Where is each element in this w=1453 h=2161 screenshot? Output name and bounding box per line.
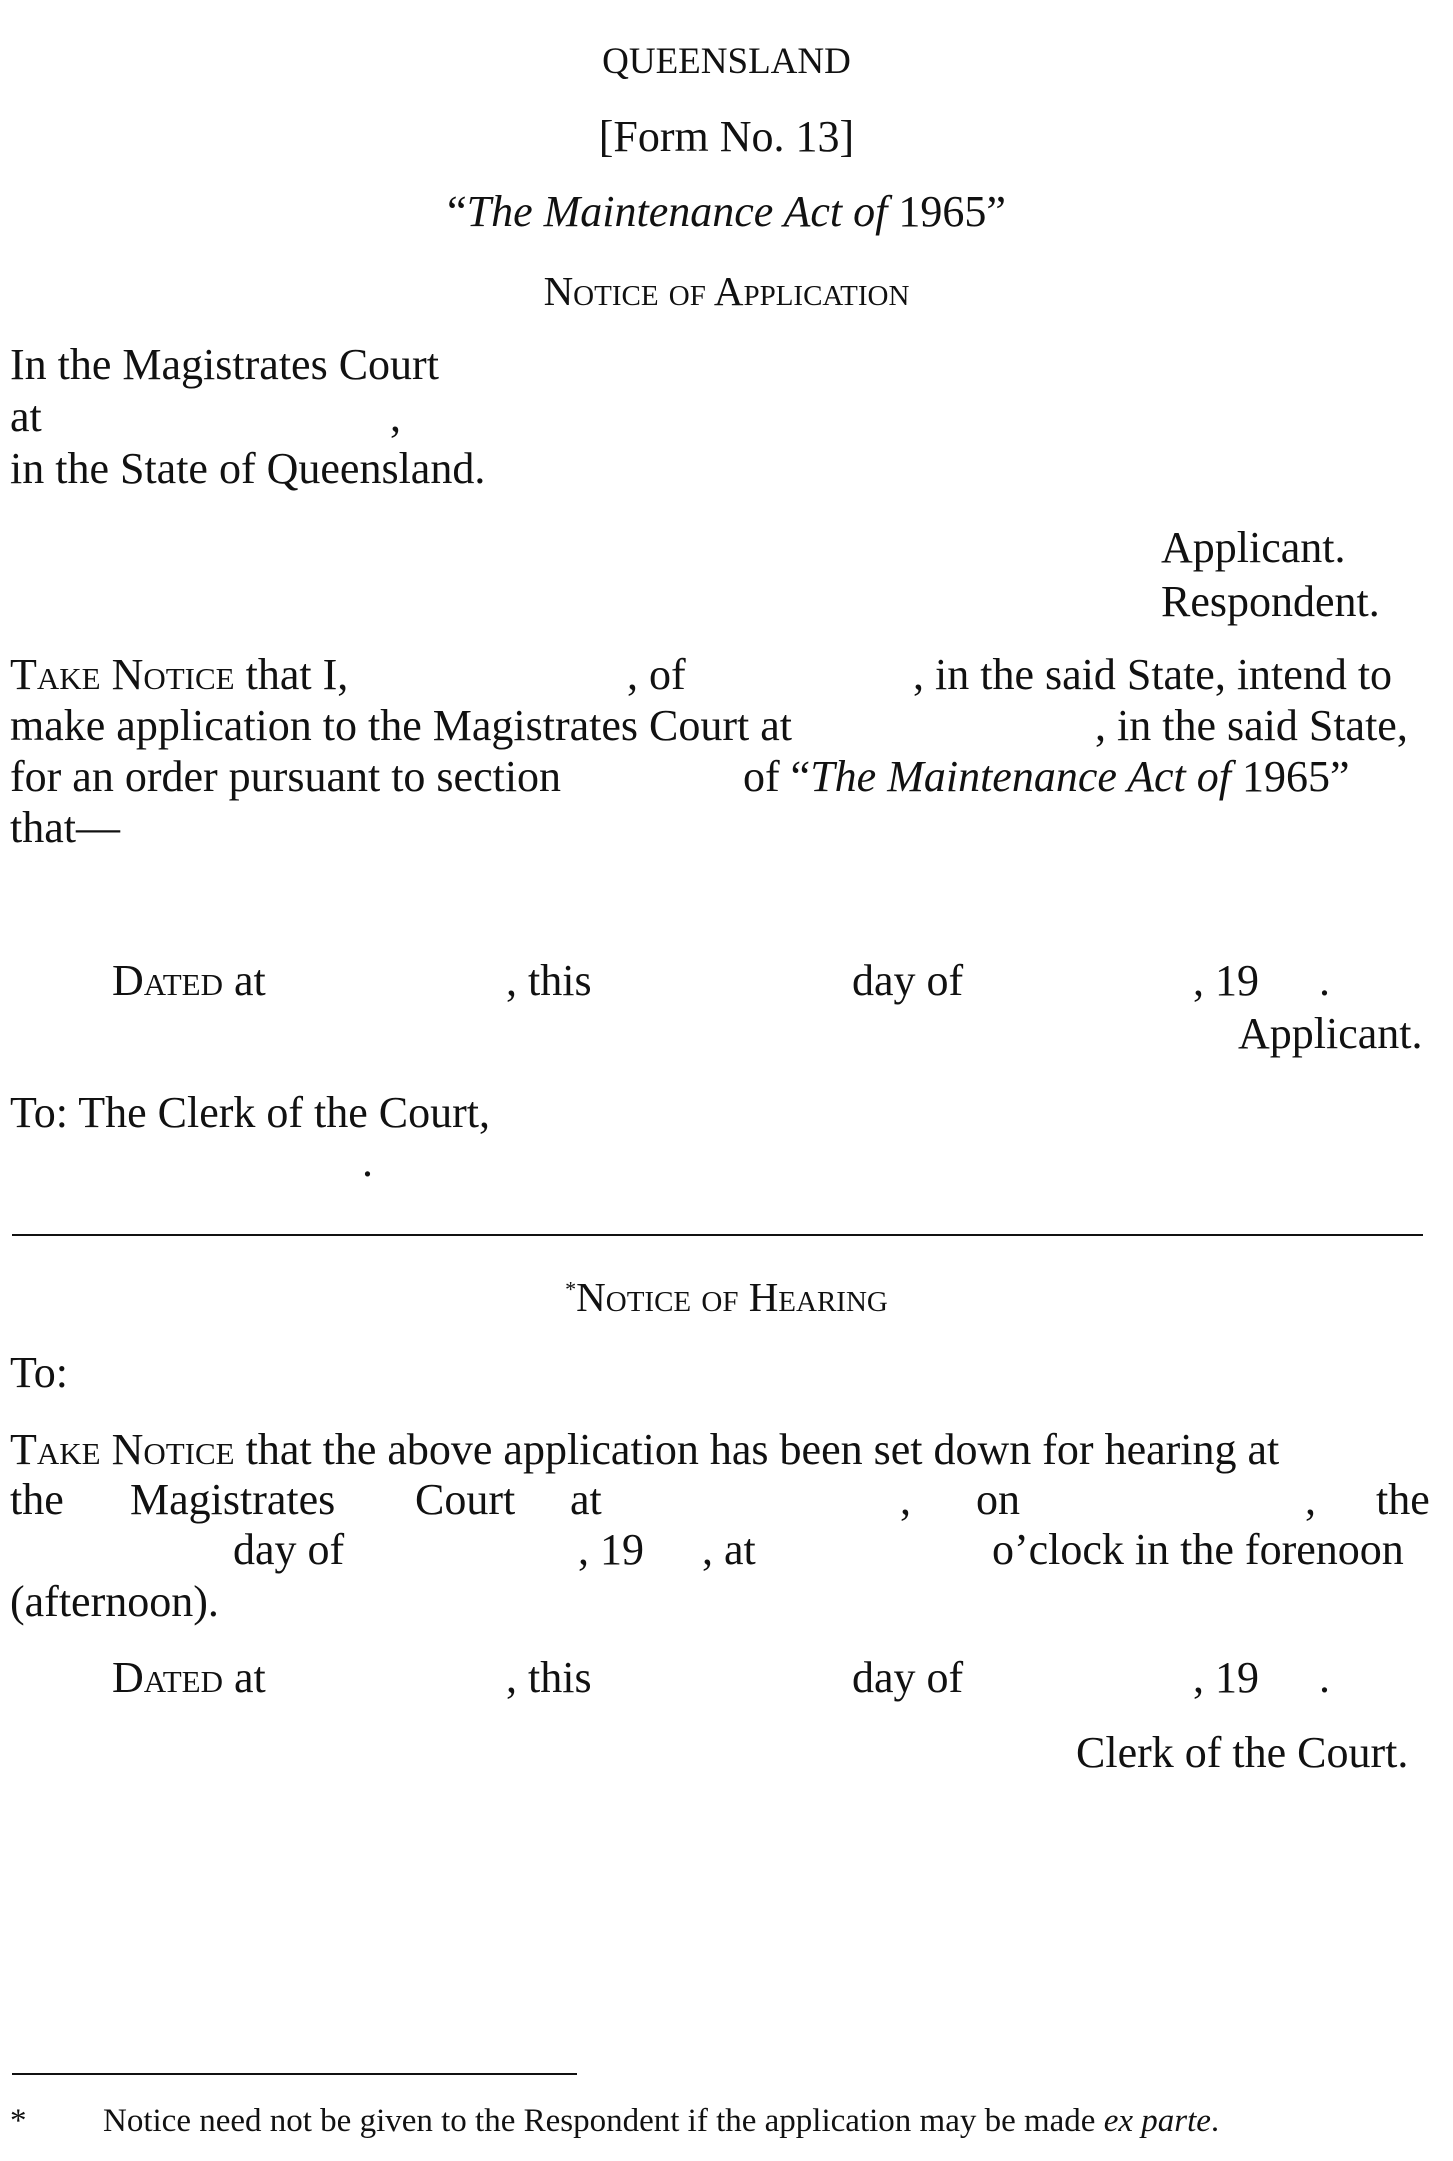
footnote-text [103, 2105, 1219, 2138]
hearing-to: To: [10, 1348, 69, 1397]
dated-2-year: , 19 [1193, 1653, 1259, 1702]
dated-2-this: , this [506, 1653, 592, 1702]
application-intend: , in the said State, intend to [913, 650, 1393, 699]
dated-1-day-of: day of [852, 956, 964, 1005]
hearing-line-2-word: at [570, 1475, 602, 1524]
hearing-take-notice-label: Take Notice [10, 1425, 235, 1474]
dated-1-at [112, 956, 266, 1005]
hearing-line-2-word: the [1376, 1475, 1430, 1524]
dated-1-year: , 19 [1193, 956, 1259, 1005]
state-heading: QUEENSLAND [602, 41, 851, 82]
court-line-2-comma: , [390, 392, 401, 441]
dated-2-at [112, 1653, 266, 1702]
hearing-line-3-at: , at [702, 1525, 756, 1574]
respondent-label: Respondent. [1161, 577, 1380, 626]
applicant-label: Applicant. [1161, 523, 1346, 572]
section-of: of “ [743, 752, 811, 801]
footnote-marker: * [10, 2103, 27, 2139]
footnote-body: Notice need not be given to the Respondent if the application may be made [103, 2103, 1104, 2139]
application-line-3a: for an order pursuant to section [10, 752, 562, 801]
hearing-line-2-word: , [900, 1475, 911, 1524]
act-title [0, 187, 1453, 236]
hearing-line-2-word: on [976, 1475, 1020, 1524]
application-line-2b: , in the said State, [1095, 701, 1408, 750]
dated-2-label: Dated [112, 1653, 223, 1702]
act-title-open-quote: “ [447, 187, 467, 236]
hearing-line-1 [10, 1425, 1280, 1474]
act-title-italic: The Maintenance Act of [466, 187, 888, 236]
court-line-1: In the Magistrates Court [10, 340, 439, 389]
notice-of-hearing-title [0, 1274, 1453, 1320]
hearing-line-2-word: Court [415, 1475, 516, 1524]
hearing-line-3-day-of: day of [233, 1525, 345, 1574]
section-act-italic: The Maintenance Act of [810, 752, 1231, 801]
that-i: that I, [245, 650, 349, 699]
dated-2-at-word: at [234, 1653, 266, 1702]
to-clerk-line-2: . [362, 1137, 373, 1186]
form-number: [Form No. 13] [598, 112, 855, 161]
hearing-title-text: Notice of Hearing [576, 1274, 888, 1320]
application-line-1 [10, 650, 349, 699]
application-line-2a: make application to the Magistrates Court at [10, 701, 793, 750]
dated-2-day-of: day of [852, 1653, 964, 1702]
court-line-3: in the State of Queensland. [10, 444, 486, 493]
take-notice-label: Take Notice [10, 650, 235, 699]
application-line-4: that— [10, 803, 120, 852]
dated-1-label: Dated [112, 956, 223, 1005]
dated-1-this: , this [506, 956, 592, 1005]
notice-of-application-title: Notice of Application [543, 268, 910, 314]
hearing-line-3-oclock: o’clock in the forenoon [992, 1525, 1404, 1574]
application-of: , of [627, 650, 686, 699]
section-divider [12, 1234, 1423, 1236]
dated-1-period: . [1319, 956, 1330, 1005]
footnote-end: . [1210, 2103, 1220, 2139]
hearing-asterisk: * [565, 1276, 577, 1302]
hearing-line-2-word: Magistrates [130, 1475, 336, 1524]
hearing-line-4: (afternoon). [10, 1577, 219, 1626]
hearing-line-2-word: the [10, 1475, 64, 1524]
court-line-2-at: at [10, 392, 42, 441]
dated-1-at-word: at [234, 956, 266, 1005]
dated-1-signatory: Applicant. [1238, 1009, 1423, 1058]
hearing-line-2-word: , [1305, 1475, 1316, 1524]
to-clerk-line-1: To: The Clerk of the Court, [10, 1088, 491, 1137]
footnote-italic: ex parte [1103, 2103, 1211, 2139]
hearing-line-3-year: , 19 [578, 1525, 644, 1574]
footnote-rule [12, 2073, 577, 2075]
dated-2-period: . [1319, 1653, 1330, 1702]
section-act-year: 1965” [1230, 752, 1350, 801]
dated-2-signatory: Clerk of the Court. [1076, 1728, 1409, 1777]
hearing-line-1-text: that the above application has been set down for hearing at [245, 1425, 1280, 1474]
act-title-year: 1965” [887, 187, 1006, 236]
application-line-3b [743, 752, 1350, 801]
